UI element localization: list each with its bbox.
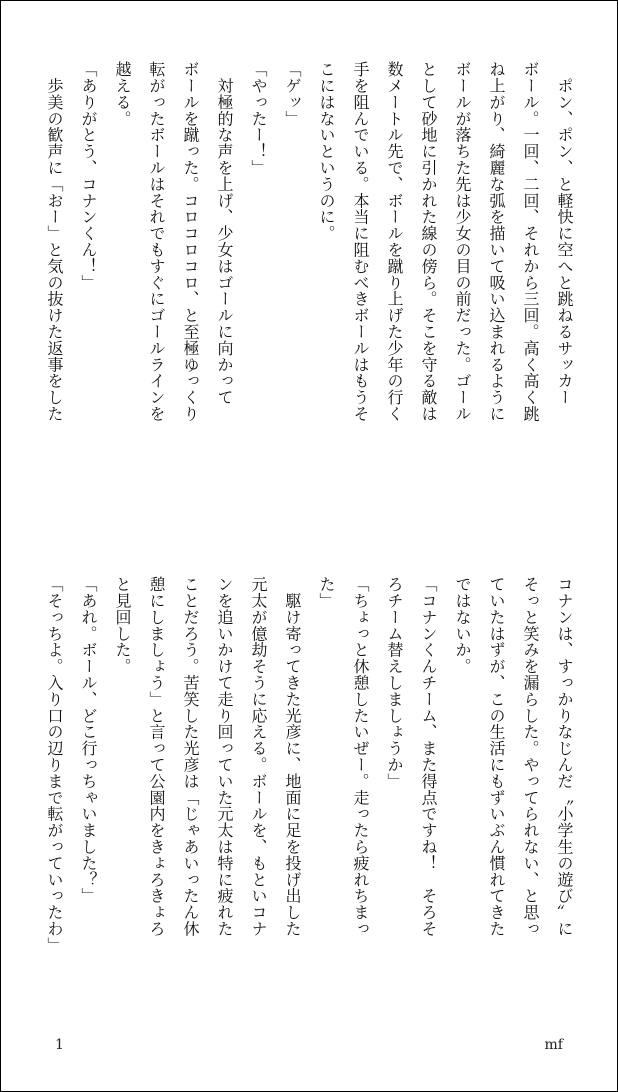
text-column: 「あれ。ボール、どこ行っちゃいました？」 (79, 576, 98, 904)
text-column: 越える。 (113, 61, 132, 127)
text-column: ボールを蹴った。コロコロコロ、と至極ゆっくり (181, 61, 200, 422)
text-block-bottom (35, 576, 581, 1031)
text-column: そっと笑みを漏らした。やってられない、と思っ (521, 576, 540, 937)
text-column: 憩にしましょう」と言って公園内をきょろきょろ (147, 576, 166, 937)
page-number: 1 (55, 1037, 64, 1053)
text-column: ンを追いかけて走り回っていた元太は特に疲れた (215, 576, 234, 937)
text-column: 対極的な声を上げ、少女はゴールに向かって (215, 61, 234, 406)
text-column: 「やったー！」 (249, 61, 268, 176)
text-column: 転がったボールはそれでもすぐにゴールラインを (147, 61, 166, 422)
text-column: 「そっちよ。入り口の辺りまで転がっていったわ」 (45, 576, 64, 954)
text-column: 数メートル先で、ボールを蹴り上げた少年の行く (385, 61, 404, 422)
text-column: ボールが落ちた先は少女の目の前だった。ゴール (453, 61, 472, 422)
text-column: 手を阻んでいる。本当に阻むべきボールはもうそ (351, 61, 370, 422)
text-column: ボール。一回、二回、それから三回。高く高く跳 (521, 61, 540, 422)
text-column: こにはないというのに。 (317, 61, 336, 242)
text-column: ていたはずが、この生活にもずいぶん慣れてきた (487, 576, 506, 937)
text-column: ポン、ポン、と軽快に空へと跳ねるサッカー (555, 61, 574, 406)
text-column: 元太が億劫そうに応える。ボールを、もといコナ (249, 576, 268, 937)
text-column: ね上がり、綺麗な弧を描いて吸い込まれるように (487, 61, 506, 422)
text-column: 駆け寄ってきた光彦に、地面に足を投げ出した (283, 576, 302, 937)
text-column: 「ありがとう、コナンくん！」 (79, 61, 98, 291)
text-column: 「ゲッ」 (283, 61, 302, 127)
text-column: として砂地に引かれた線の傍ら。そこを守る敵は (419, 61, 438, 422)
text-column: 歩美の歓声に「おー」と気の抜けた返事をした (45, 61, 64, 422)
text-column: た」 (317, 576, 336, 609)
text-column: 「ちょっと休憩したいぜー。走ったら疲れちまっ (351, 576, 370, 937)
text-column: ろチーム替えしましょうか」 (385, 576, 404, 790)
text-column: ではないか。 (453, 576, 472, 675)
text-column: ことだろう。苦笑した光彦は「じゃあいったん休 (181, 576, 200, 937)
text-block-top (35, 61, 581, 523)
author-mark: mf (544, 1037, 563, 1053)
text-column: コナンは、すっかりなじんだ〝小学生の遊び〟に (555, 576, 574, 937)
text-column: 「コナンくんチーム、また得点ですね！ そろそ (419, 576, 438, 937)
text-column: と見回した。 (113, 576, 132, 675)
